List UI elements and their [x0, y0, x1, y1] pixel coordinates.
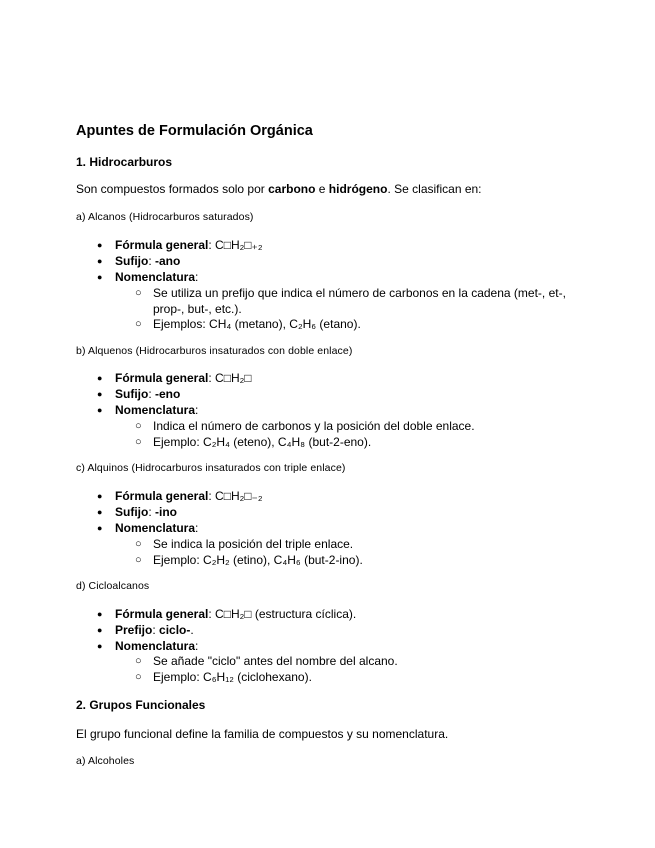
bullet-icon: ● — [97, 491, 103, 501]
formula-label: Fórmula general — [115, 371, 209, 385]
prefijo-label: Prefijo — [115, 623, 153, 637]
alcanos-sub1-line2: prop-, but-, etc.). — [153, 302, 242, 316]
bullet-icon: ● — [97, 240, 103, 250]
intro-bold-carbono: carbono — [268, 182, 316, 196]
alcoholes-heading: a) Alcoholes — [76, 755, 135, 767]
intro-text-c: e — [315, 182, 329, 196]
sufijo-label: Sufijo — [115, 387, 149, 401]
nomenclatura-label: Nomenclatura — [115, 521, 196, 535]
sufijo-label: Sufijo — [115, 254, 149, 268]
nomenclatura-label: Nomenclatura — [115, 403, 196, 417]
document-title: Apuntes de Formulación Orgánica — [76, 123, 313, 139]
alquinos-sufijo: Sufijo: -ino — [115, 505, 177, 519]
cicloalcanos-heading: d) Cicloalcanos — [76, 580, 150, 592]
section-2-heading: 2. Grupos Funcionales — [76, 698, 206, 712]
formula-value: C□H₂□ — [215, 371, 252, 385]
alquinos-sub2: Ejemplo: C₂H₂ (etino), C₄H₆ (but-2-ino). — [153, 553, 363, 567]
sufijo-value: -ino — [155, 505, 177, 519]
alcanos-heading: a) Alcanos (Hidrocarburos saturados) — [76, 211, 254, 223]
circle-bullet-icon: ○ — [135, 287, 142, 299]
circle-bullet-icon: ○ — [135, 420, 142, 432]
cicloalcanos-formula: Fórmula general: C□H₂□ (estructura cíclica). — [115, 607, 357, 621]
cicloalcanos-prefijo: Prefijo: ciclo-. — [115, 623, 194, 637]
alquinos-heading: c) Alquinos (Hidrocarburos insaturados con triple enlace) — [76, 462, 346, 474]
circle-bullet-icon: ○ — [135, 671, 142, 683]
sufijo-label: Sufijo — [115, 505, 149, 519]
formula-value: C□H₂□₊₂ — [215, 238, 263, 252]
nomenclatura-label: Nomenclatura — [115, 639, 196, 653]
alquenos-sufijo: Sufijo: -eno — [115, 387, 181, 401]
alquenos-formula: Fórmula general: C□H₂□ — [115, 371, 252, 385]
bullet-icon: ● — [97, 523, 103, 533]
cicloalcanos-sub1: Se añade "ciclo" antes del nombre del alcano. — [153, 654, 398, 668]
sufijo-value: -eno — [155, 387, 181, 401]
section-1-heading: 1. Hidrocarburos — [76, 155, 173, 169]
circle-bullet-icon: ○ — [135, 538, 142, 550]
alcanos-sub2: Ejemplos: CH₄ (metano), C₂H₆ (etano). — [153, 317, 361, 331]
alquinos-nomenclatura: Nomenclatura: — [115, 521, 199, 535]
formula-value: C□H₂□₋₂ — [215, 489, 263, 503]
section-2-intro: El grupo funcional define la familia de compuestos y su nomenclatura. — [76, 727, 449, 741]
bullet-icon: ● — [97, 373, 103, 383]
bullet-icon: ● — [97, 256, 103, 266]
formula-label: Fórmula general — [115, 489, 209, 503]
alquenos-sub2: Ejemplo: C₂H₄ (eteno), C₄H₈ (but-2-eno). — [153, 435, 372, 449]
alquenos-nomenclatura: Nomenclatura: — [115, 403, 199, 417]
bullet-icon: ● — [97, 405, 103, 415]
alquenos-heading: b) Alquenos (Hidrocarburos insaturados con doble enlace) — [76, 345, 353, 357]
cicloalcanos-nomenclatura: Nomenclatura: — [115, 639, 199, 653]
circle-bullet-icon: ○ — [135, 554, 142, 566]
bullet-icon: ● — [97, 507, 103, 517]
bullet-icon: ● — [97, 389, 103, 399]
circle-bullet-icon: ○ — [135, 436, 142, 448]
circle-bullet-icon: ○ — [135, 655, 142, 667]
cicloalcanos-sub2: Ejemplo: C₆H₁₂ (ciclohexano). — [153, 670, 312, 684]
nomenclatura-label: Nomenclatura — [115, 270, 196, 284]
alcanos-nomenclatura: Nomenclatura: — [115, 270, 199, 284]
formula-label: Fórmula general — [115, 607, 209, 621]
prefijo-value: ciclo- — [159, 623, 191, 637]
formula-value: C□H₂□ (estructura cíclica). — [215, 607, 357, 621]
sufijo-value: -ano — [155, 254, 181, 268]
section-1-intro — [76, 182, 482, 196]
intro-text-a: Son compuestos formados solo por — [76, 182, 269, 196]
alcanos-sub1-line1: Se utiliza un prefijo que indica el número de carbonos en la cadena (met-, et-, — [153, 286, 566, 300]
formula-label: Fórmula general — [115, 238, 209, 252]
alquenos-sub1: Indica el número de carbonos y la posición del doble enlace. — [153, 419, 475, 433]
circle-bullet-icon: ○ — [135, 318, 142, 330]
bullet-icon: ● — [97, 625, 103, 635]
intro-bold-hidrogeno: hidrógeno — [328, 182, 388, 196]
intro-text-d: . Se clasifican en: — [387, 182, 482, 196]
alcanos-formula: Fórmula general: C□H₂□₊₂ — [115, 238, 263, 252]
bullet-icon: ● — [97, 272, 103, 282]
bullet-icon: ● — [97, 609, 103, 619]
alquinos-sub1: Se indica la posición del triple enlace. — [153, 537, 354, 551]
bullet-icon: ● — [97, 641, 103, 651]
alquinos-formula: Fórmula general: C□H₂□₋₂ — [115, 489, 263, 503]
alcanos-sufijo: Sufijo: -ano — [115, 254, 181, 268]
